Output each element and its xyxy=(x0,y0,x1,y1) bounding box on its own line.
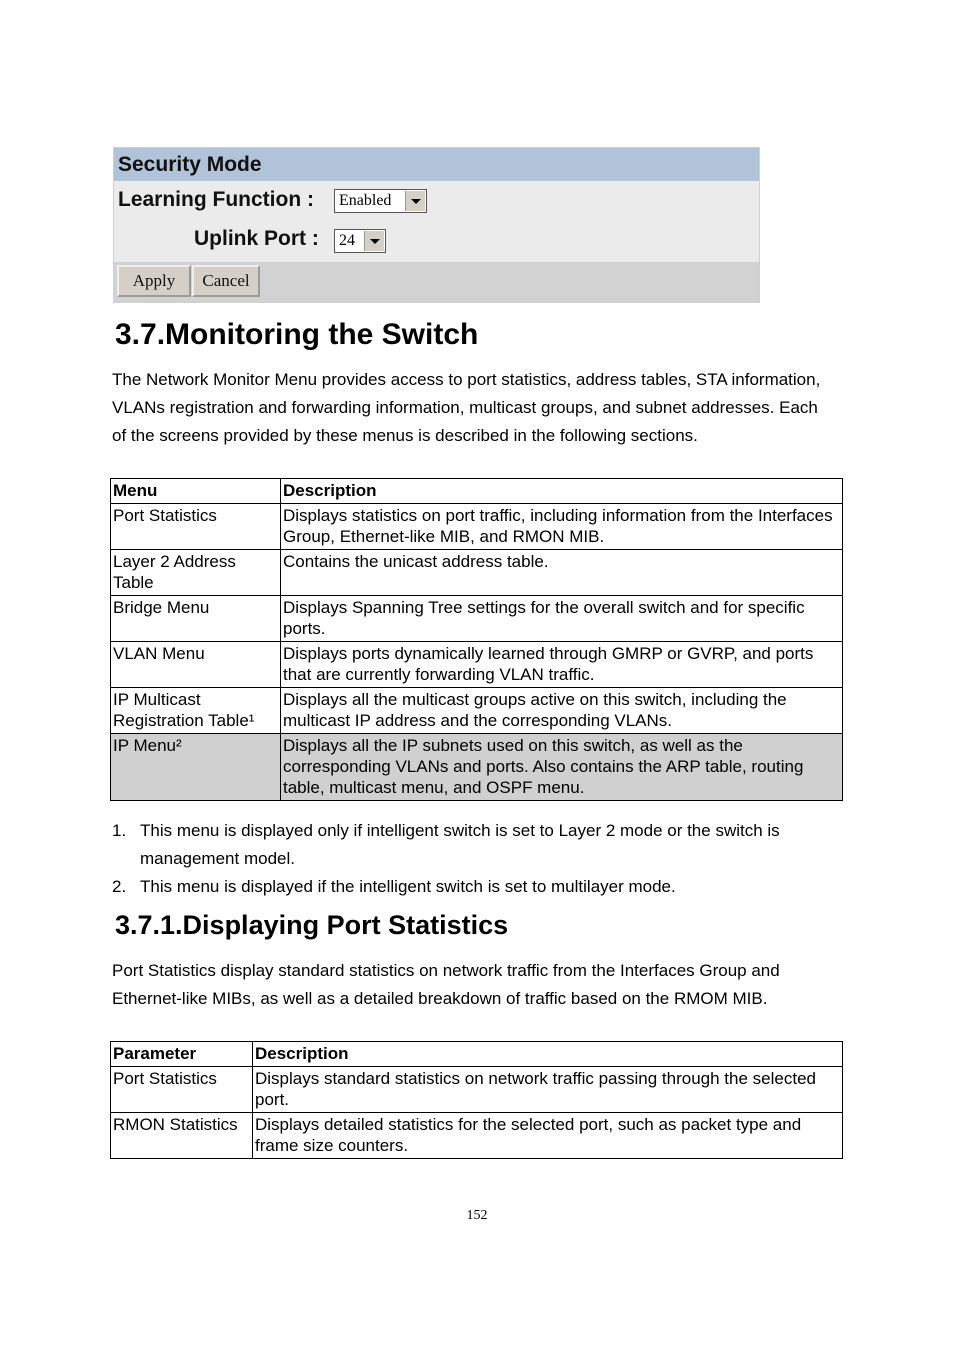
description-cell: Contains the unicast address table. xyxy=(281,550,843,596)
table-row xyxy=(111,550,843,596)
table-row xyxy=(111,1067,843,1113)
table-row xyxy=(111,504,843,550)
description-cell: Displays ports dynamically learned through GMRP or GVRP, and ports that are currently forwarding VLAN traffic. xyxy=(281,642,843,688)
menu-cell: Bridge Menu xyxy=(111,596,281,642)
uplink-port-select[interactable] xyxy=(334,229,386,253)
menu-table xyxy=(110,478,843,801)
table-row xyxy=(111,688,843,734)
apply-button[interactable]: Apply xyxy=(117,265,191,297)
list-number: 1. xyxy=(112,821,127,840)
description-cell: Displays all the multicast groups active on this switch, including the multicast IP address and the corresponding VLANs. xyxy=(281,688,843,734)
column-header: Parameter xyxy=(111,1042,253,1067)
learning-function-label: Learning Function : xyxy=(118,188,314,211)
menu-cell: IP Multicast Registration Table¹ xyxy=(111,688,281,734)
parameter-cell: RMON Statistics xyxy=(111,1113,253,1159)
security-mode-panel xyxy=(113,147,760,303)
uplink-port-value: 24 xyxy=(339,232,355,249)
description-cell: Displays detailed statistics for the selected port, such as packet type and frame size counters. xyxy=(253,1113,843,1159)
page-number: 152 xyxy=(466,1208,488,1223)
column-header: Menu xyxy=(111,479,281,504)
description-cell: Displays statistics on port traffic, including information from the Interfaces Group, Ethernet-like MIB, and RMON MIB. xyxy=(281,504,843,550)
learning-function-value: Enabled xyxy=(339,192,392,209)
parameter-cell: Port Statistics xyxy=(111,1067,253,1113)
list-text: This menu is displayed only if intelligent switch is set to Layer 2 mode or the switch is management model. xyxy=(140,821,780,868)
description-cell: Displays all the IP subnets used on this switch, as well as the corresponding VLANs and ports. Also contains the ARP table, routing table, multicast menu, and OSPF menu. xyxy=(281,734,843,801)
chevron-down-icon[interactable] xyxy=(364,231,384,251)
table-row xyxy=(111,596,843,642)
uplink-port-label: Uplink Port : xyxy=(194,227,319,250)
menu-cell: Port Statistics xyxy=(111,504,281,550)
description-cell: Displays standard statistics on network traffic passing through the selected port. xyxy=(253,1067,843,1113)
table-row xyxy=(111,734,843,801)
menu-cell: VLAN Menu xyxy=(111,642,281,688)
menu-cell: Layer 2 Address Table xyxy=(111,550,281,596)
list-text: This menu is displayed if the intelligent switch is set to multilayer mode. xyxy=(140,877,676,896)
section-heading: 3.7.Monitoring the Switch xyxy=(115,318,479,351)
description-cell: Displays Spanning Tree settings for the overall switch and for specific ports. xyxy=(281,596,843,642)
subsection-heading: 3.7.1.Displaying Port Statistics xyxy=(115,910,509,940)
learning-function-select[interactable] xyxy=(334,189,427,213)
panel-footer xyxy=(114,262,759,302)
table-row xyxy=(111,642,843,688)
menu-cell: IP Menu² xyxy=(111,734,281,801)
column-header: Description xyxy=(253,1042,843,1067)
section-intro: The Network Monitor Menu provides access to port statistics, address tables, STA information, VLANs registration and forwarding information, multicast groups, and subnet addresses. Each of the screens provided by these menus is described in the following sections. xyxy=(112,370,821,445)
table-header-row xyxy=(111,479,843,504)
chevron-down-icon[interactable] xyxy=(405,191,425,211)
subsection-intro: Port Statistics display standard statistics on network traffic from the Interfaces Group and Ethernet-like MIBs, as well as a detailed breakdown of traffic based on the RMOM MIB. xyxy=(112,961,780,1008)
list-item xyxy=(112,873,842,901)
list-item xyxy=(112,817,842,873)
table-row xyxy=(111,1113,843,1159)
column-header: Description xyxy=(281,479,843,504)
cancel-button[interactable]: Cancel xyxy=(192,265,260,297)
table-header-row xyxy=(111,1042,843,1067)
parameter-table xyxy=(110,1041,843,1159)
list-number: 2. xyxy=(112,877,127,896)
panel-header: Security Mode xyxy=(114,148,759,181)
footnote-list xyxy=(112,817,842,901)
